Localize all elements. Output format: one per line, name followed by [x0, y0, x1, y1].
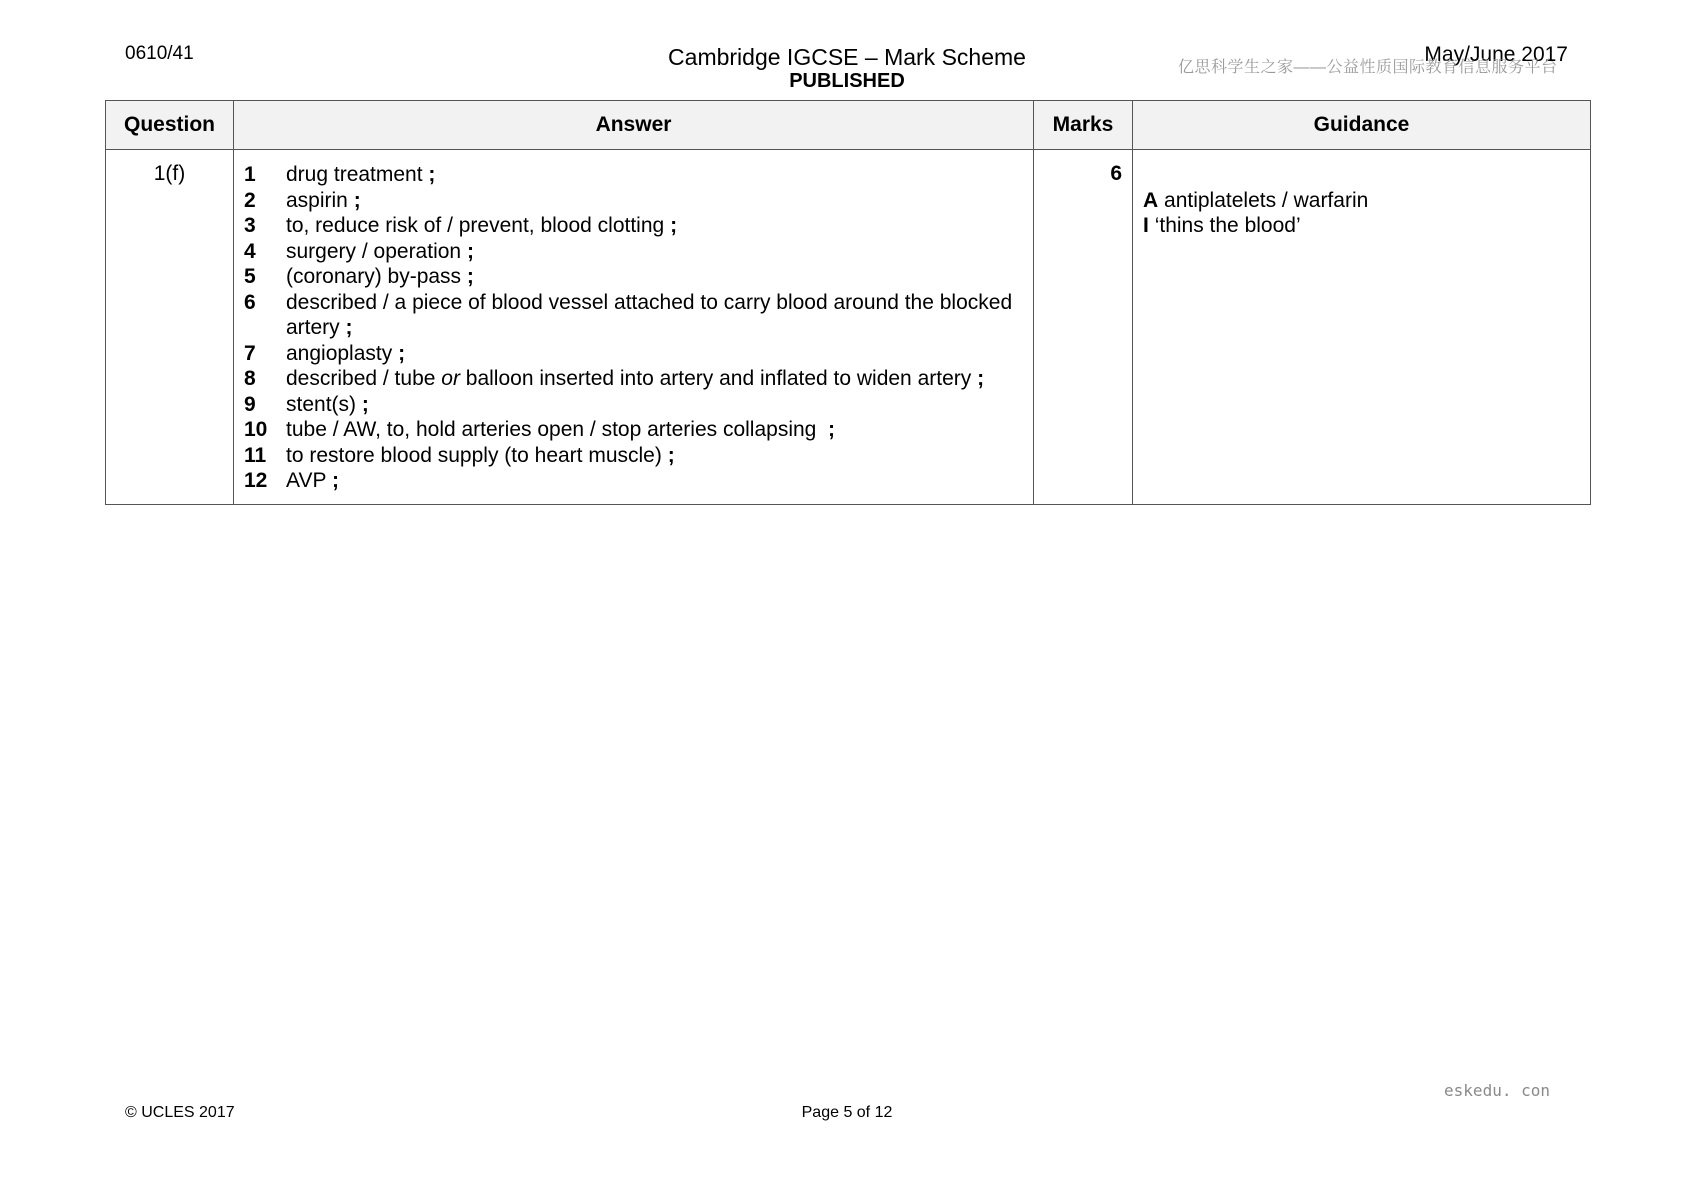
exam-session: May/June 2017	[1424, 43, 1568, 66]
column-header-guidance: Guidance	[1133, 101, 1591, 150]
answer-separator: ;	[977, 367, 985, 390]
answer-separator: ;	[667, 443, 675, 467]
answer-point-5	[244, 264, 1025, 290]
published-label: PUBLISHED	[789, 70, 905, 92]
guidance-accept	[1143, 188, 1580, 214]
answer-text: angioplasty	[286, 341, 393, 365]
marks-value: 6	[1034, 150, 1133, 505]
answer-point-1	[244, 162, 1025, 188]
answer-text: to, reduce risk of / prevent, blood clotting	[286, 214, 665, 237]
answer-number: 5	[244, 265, 256, 288]
answer-number: 7	[244, 341, 256, 365]
answer-separator: ;	[466, 265, 474, 288]
column-header-answer: Answer	[234, 101, 1034, 150]
answer-separator: ;	[428, 163, 436, 186]
answer-text: tube / AW, to, hold arteries open / stop arteries collapsing	[286, 418, 817, 441]
answer-point-2	[244, 188, 1025, 214]
table-header-row	[106, 101, 1591, 150]
answer-number: 11	[244, 443, 267, 467]
page-number: Page 5 of 12	[801, 1104, 893, 1121]
guidance-cell	[1133, 150, 1591, 505]
guidance-text: ‘thins the blood’	[1154, 214, 1301, 237]
answer-text: (coronary) by-pass	[286, 265, 462, 288]
guidance-key: A	[1143, 188, 1159, 212]
answer-number: 2	[244, 188, 256, 212]
answer-point-8	[244, 366, 1025, 392]
answer-text-italic: or	[441, 367, 460, 390]
answer-separator: ;	[670, 214, 678, 237]
watermark-bottom: eskedu. con	[1444, 1081, 1550, 1100]
document-title: Cambridge IGCSE – Mark Scheme	[668, 44, 1026, 70]
table-row	[106, 150, 1591, 505]
answer-text: described / a piece of blood vessel attached to carry blood around the blocked artery	[286, 290, 1013, 339]
answer-number: 1	[244, 163, 256, 186]
answer-separator: ;	[828, 418, 836, 441]
answer-separator: ;	[398, 341, 406, 365]
answer-separator: ;	[345, 316, 353, 339]
paper-code: 0610/41	[125, 43, 194, 64]
answer-point-7	[244, 341, 1025, 367]
answer-point-4	[244, 239, 1025, 265]
answer-number: 10	[244, 418, 268, 441]
answer-number: 8	[244, 367, 256, 390]
column-header-question: Question	[106, 101, 234, 150]
answer-number: 3	[244, 214, 256, 237]
answer-text-before: described / tube	[286, 367, 442, 390]
watermark-top: 亿思科学生之家——公益性质国际教育信息服务平台	[1178, 59, 1558, 76]
answer-point-12	[244, 468, 1025, 494]
mark-scheme-table	[105, 100, 1591, 505]
answer-point-10	[244, 417, 1025, 443]
answer-separator: ;	[466, 239, 474, 263]
guidance-text: antiplatelets / warfarin	[1164, 188, 1369, 212]
copyright: © UCLES 2017	[125, 1104, 235, 1121]
answer-separator: ;	[331, 469, 339, 492]
answer-number: 9	[244, 392, 256, 416]
answer-point-3	[244, 213, 1025, 239]
answer-text: drug treatment	[286, 163, 423, 186]
guidance-ignore	[1143, 213, 1580, 239]
answer-text: surgery / operation	[286, 239, 462, 263]
answer-text: stent(s)	[286, 392, 357, 416]
guidance-key: I	[1143, 214, 1149, 237]
answer-cell	[234, 150, 1034, 505]
answer-point-11	[244, 443, 1025, 469]
answer-separator: ;	[361, 392, 369, 416]
answer-number: 4	[244, 239, 256, 263]
question-number: 1(f)	[106, 150, 234, 505]
answer-separator: ;	[353, 188, 361, 212]
answer-number: 12	[244, 469, 268, 492]
answer-text: to restore blood supply (to heart muscle)	[286, 443, 662, 467]
answer-text: aspirin	[286, 188, 348, 212]
answer-point-6	[244, 290, 1025, 341]
answer-text-after: balloon inserted into artery and inflated to widen artery	[459, 367, 972, 390]
answer-point-9	[244, 392, 1025, 418]
column-header-marks: Marks	[1034, 101, 1133, 150]
answer-number: 6	[244, 290, 256, 314]
answer-text: AVP	[286, 469, 327, 492]
